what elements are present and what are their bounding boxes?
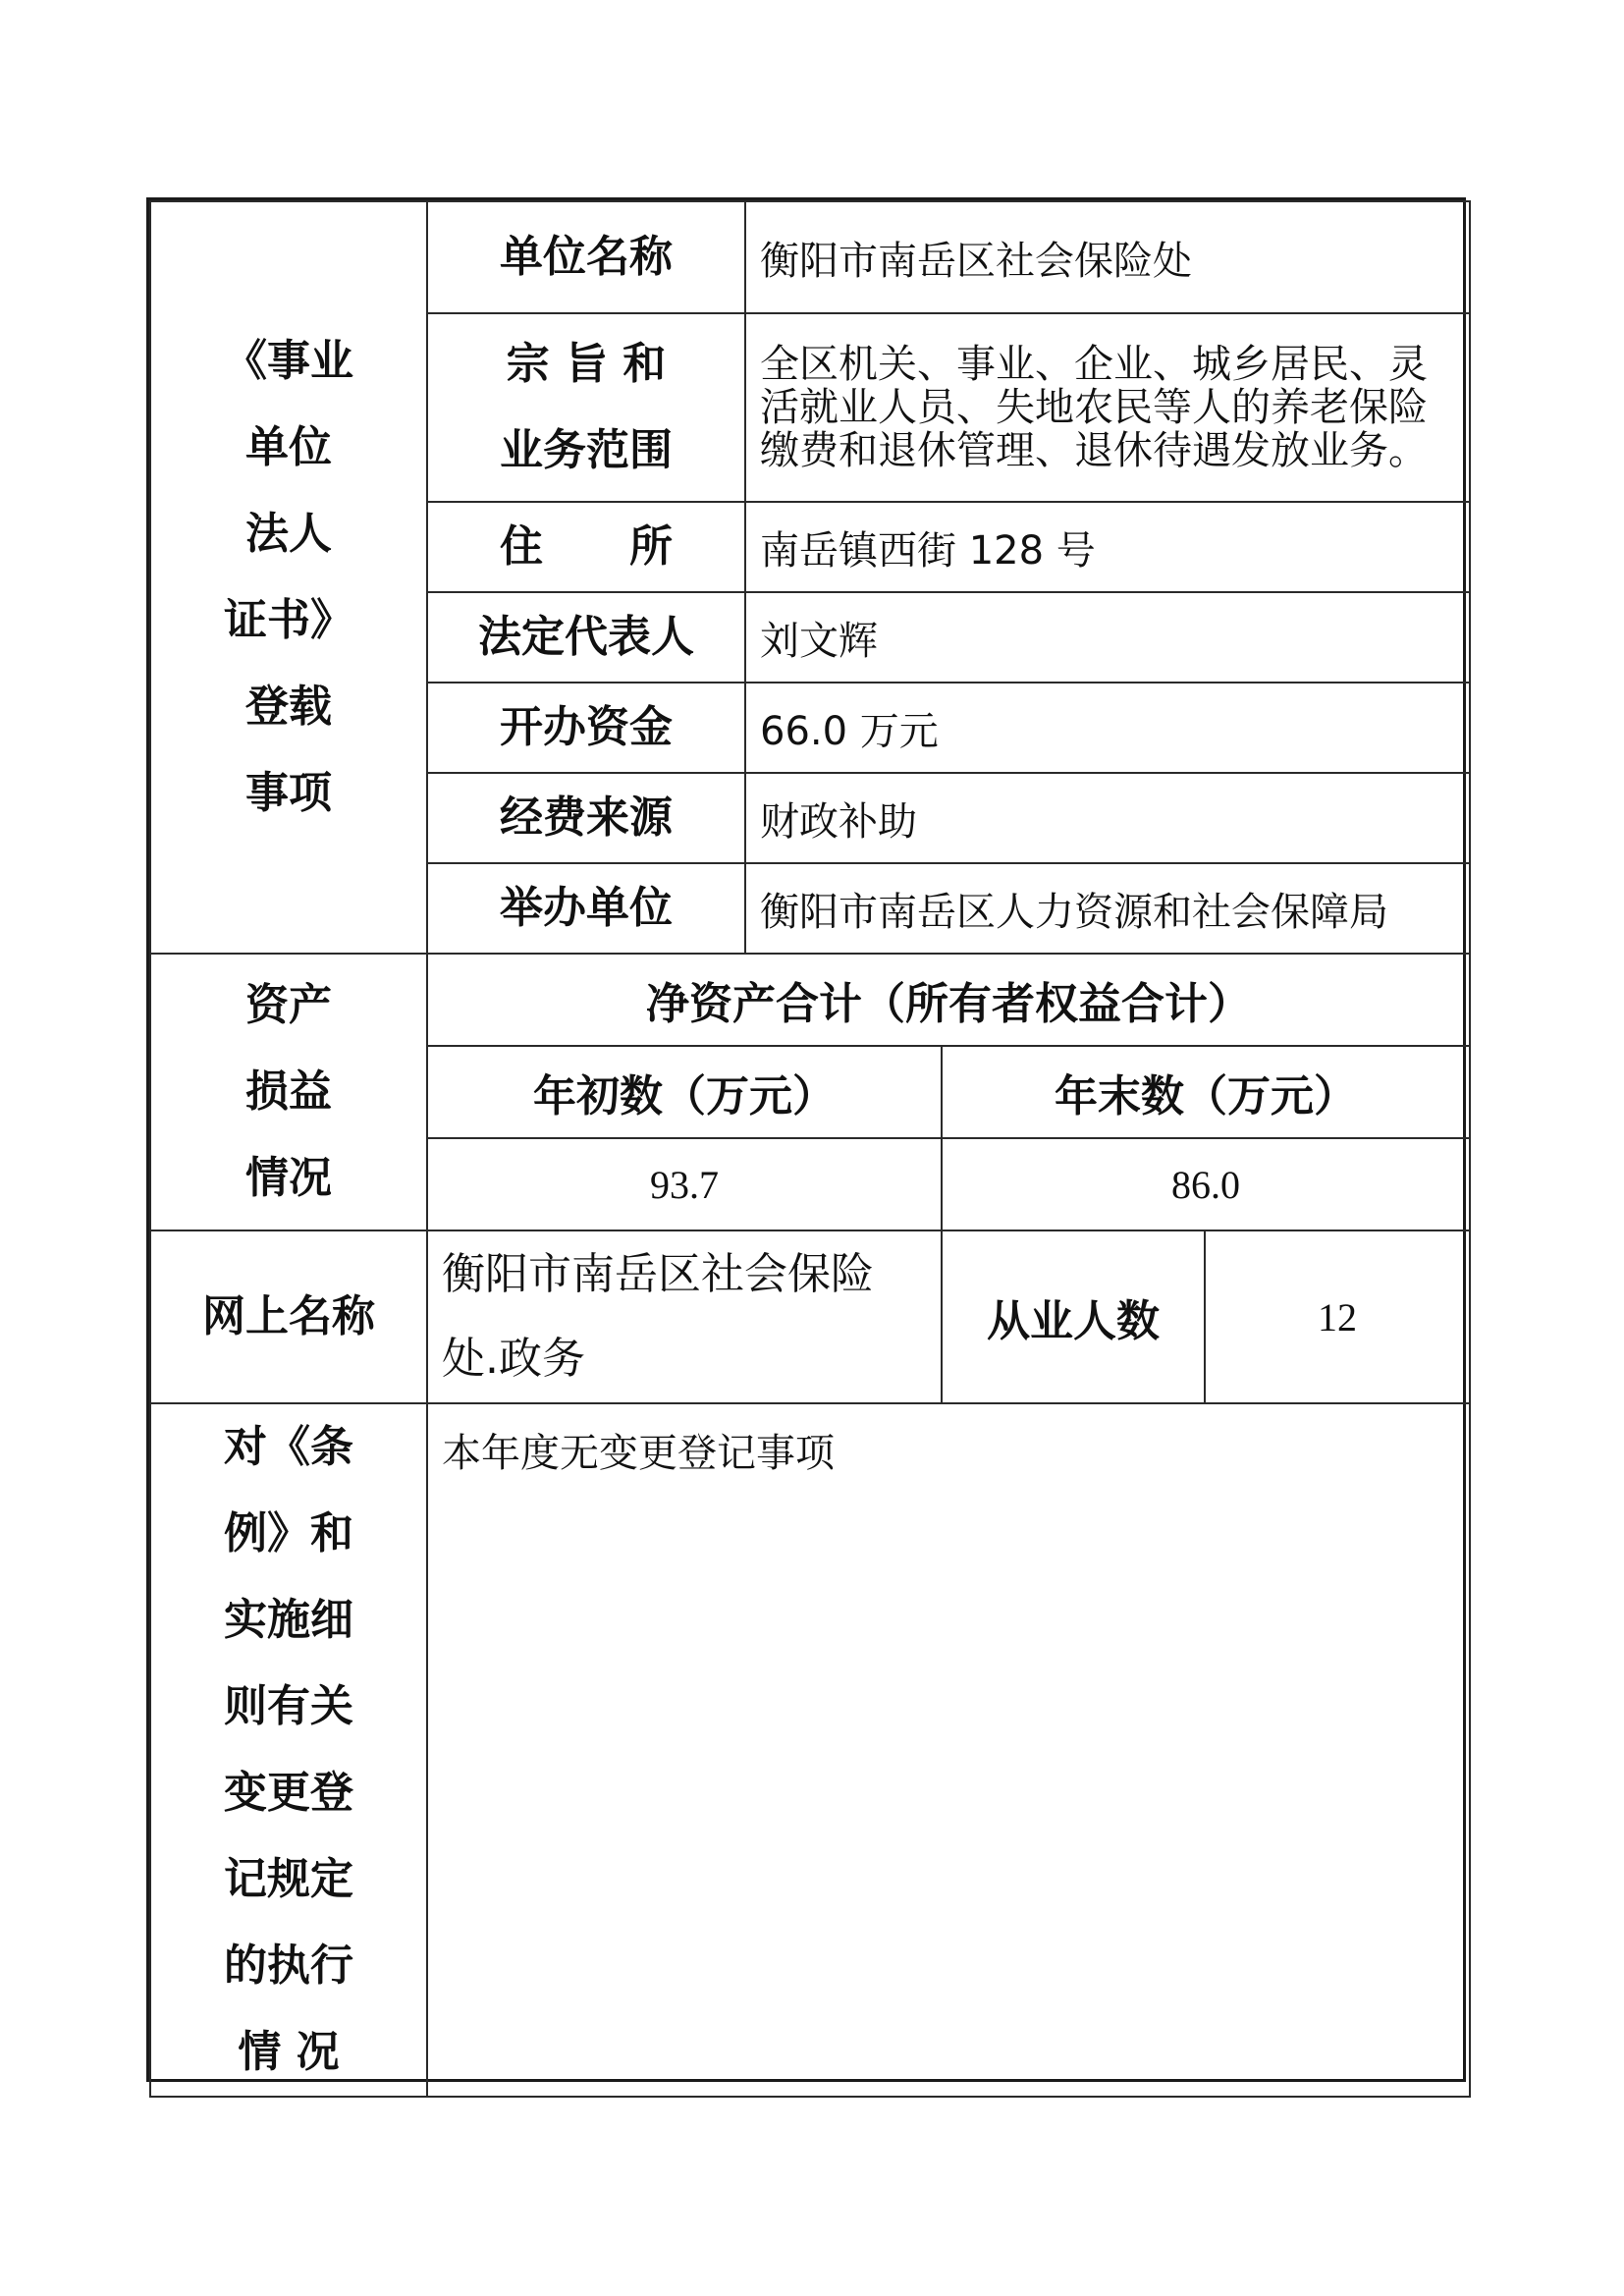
compliance-section-title: 对《条 例》和 实施细 则有关 变更登 记规定 的执行 情 况 [150,1403,427,2097]
sponsor-unit-value: 衡阳市南岳区人力资源和社会保障局 [745,863,1470,954]
purpose-scope-label: 宗 旨 和 业务范围 [427,313,745,502]
certificate-section-title: 《事业 单位 法人 证书》 登载 事项 [150,201,427,954]
funding-source-label: 经费来源 [427,773,745,863]
address-value: 南岳镇西街 128 号 [745,502,1470,592]
purpose-scope-value: 全区机关、事业、企业、城乡居民、灵活就业人员、失地农民等人的养老保险缴费和退休管理、退休待遇发放业务。 [745,313,1470,502]
funding-source-value: 财政补助 [745,773,1470,863]
sponsor-unit-label: 举办单位 [427,863,745,954]
address-label: 住 所 [427,502,745,592]
year-end-header: 年末数（万元） [942,1046,1470,1138]
year-start-header: 年初数（万元） [427,1046,942,1138]
unit-name-value: 衡阳市南岳区社会保险处 [745,201,1470,313]
net-assets-header: 净资产合计（所有者权益合计） [427,954,1470,1046]
unit-name-label: 单位名称 [427,201,745,313]
legal-representative-value: 刘文辉 [745,592,1470,683]
assets-section-title: 资产 损益 情况 [150,954,427,1230]
staff-count-label: 从业人数 [942,1230,1205,1403]
start-capital-value: 66.0 万元 [745,683,1470,773]
year-end-value: 86.0 [942,1138,1470,1230]
online-name-value: 衡阳市南岳区社会保险 处.政务 [427,1230,942,1403]
legal-representative-label: 法定代表人 [427,592,745,683]
year-start-value: 93.7 [427,1138,942,1230]
registration-form-table [146,197,1466,2082]
start-capital-label: 开办资金 [427,683,745,773]
staff-count-value: 12 [1205,1230,1470,1403]
online-name-label: 网上名称 [150,1230,427,1403]
compliance-value: 本年度无变更登记事项 [427,1403,1470,2097]
